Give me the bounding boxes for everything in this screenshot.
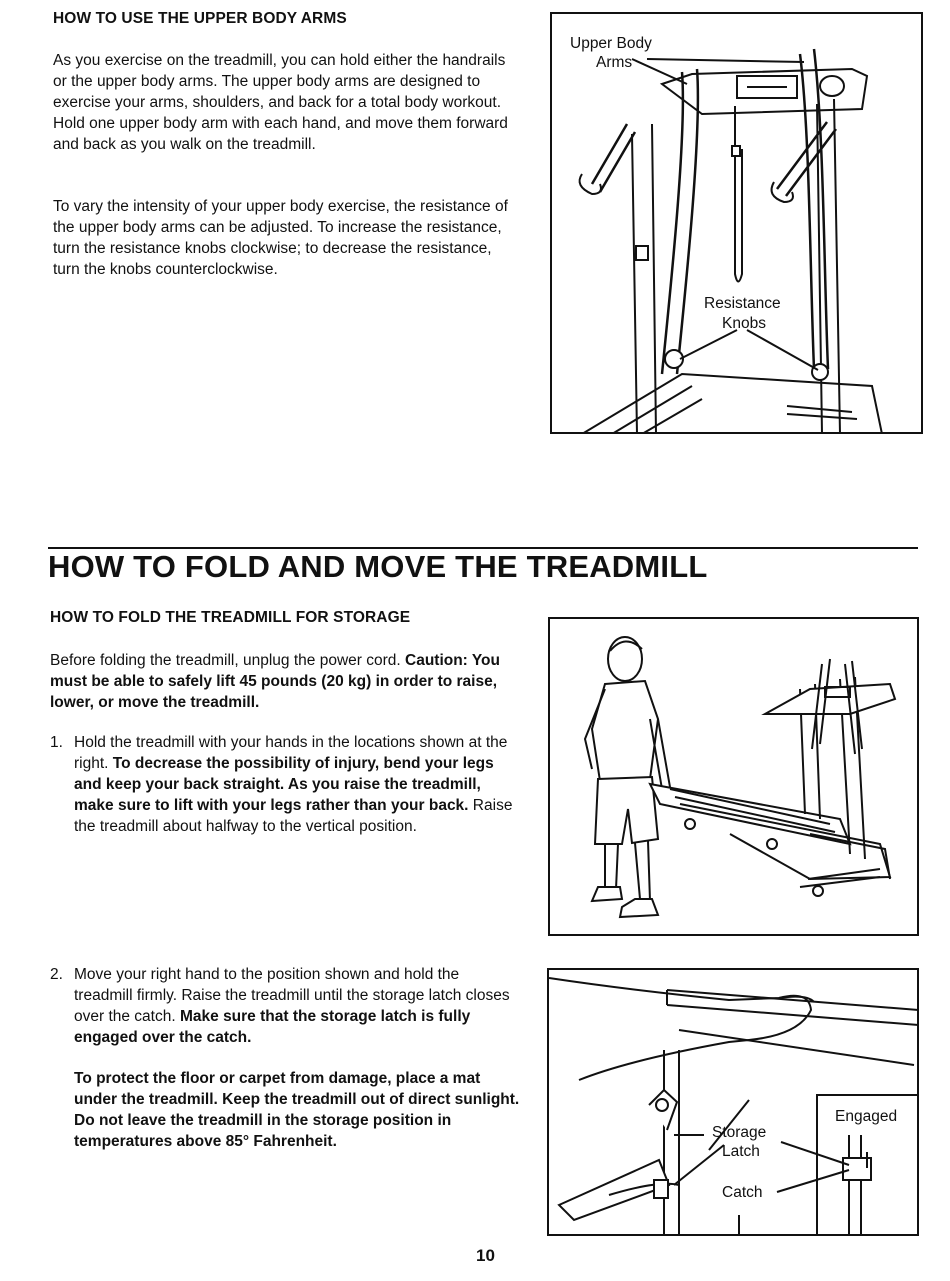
page-number: 10: [476, 1246, 495, 1265]
section-heading-fold: HOW TO FOLD THE TREADMILL FOR STORAGE: [50, 609, 411, 626]
figure-lift-treadmill: [548, 617, 919, 936]
label-catch: Catch: [722, 1184, 763, 1201]
latch-illustration: [549, 970, 919, 1236]
storage-warning: To protect the floor or carpet from damage, place a mat under the treadmill. Keep the treadmill out of direct sunlight. Do not leave the treadmill in the storage position in temperatures above 85° Fahrenheit.: [74, 1070, 520, 1150]
label-upper-body: Upper Body: [570, 35, 652, 52]
paragraph-resistance: To vary the intensity of your upper body exercise, the resistance of the upper body arms can be adjusted. To increase the resistance, turn the resistance knobs clockwise; to decrease the resistance, turn the knobs counterclockwise.: [53, 198, 508, 278]
page-title: HOW TO FOLD AND MOVE THE TREADMILL: [48, 549, 708, 584]
lifting-illustration: [550, 619, 919, 936]
paragraph-fold-intro: [50, 650, 520, 713]
step-2: [50, 964, 520, 1048]
step-2-text-bold: Make sure that the storage latch is fully engaged over the catch.: [74, 1008, 471, 1046]
step-1-number: 1.: [50, 734, 63, 751]
step-1-text-a: Hold the treadmill with your hands in the locations shown at the right.: [74, 734, 508, 772]
figure-upper-body-arms: [550, 12, 923, 434]
label-engaged: Engaged: [835, 1108, 898, 1125]
intro-text: Before folding the treadmill, unplug the power cord.: [50, 652, 405, 669]
step-2-text-a: Move your right hand to the position shown and hold the treadmill firmly. Raise the treadmill until the storage latch closes over the catch.: [74, 966, 510, 1025]
step-1-text-c: Raise the treadmill about halfway to the vertical position.: [74, 797, 513, 835]
intro-caution: Caution: You must be able to safely lift 45 pounds (20 kg) in order to raise, lower, or move the treadmill.: [50, 652, 500, 711]
treadmill-arms-illustration: [552, 14, 923, 434]
figure-storage-latch: [547, 968, 919, 1236]
section-heading-upper-body-arms: HOW TO USE THE UPPER BODY ARMS: [53, 10, 347, 27]
paragraph-upper-body-arms: As you exercise on the treadmill, you can hold either the handrails or the upper body arms. The upper body arms are designed to exercise your arms, shoulders, and back for a total body workout. Hold one upper body arm with each hand, and move them forward and back as you walk on the treadmill.: [53, 52, 508, 153]
step-1: [50, 732, 520, 837]
label-knobs: Knobs: [722, 315, 766, 332]
label-latch: Latch: [722, 1143, 760, 1160]
step-1-text-bold: To decrease the possibility of injury, bend your legs and keep your back straight. As you raise the treadmill, make sure to lift with your legs rather than your back.: [74, 755, 494, 814]
label-resistance: Resistance: [704, 295, 781, 312]
label-arms: Arms: [596, 54, 633, 71]
label-storage: Storage: [712, 1124, 767, 1141]
step-2-number: 2.: [50, 966, 63, 983]
